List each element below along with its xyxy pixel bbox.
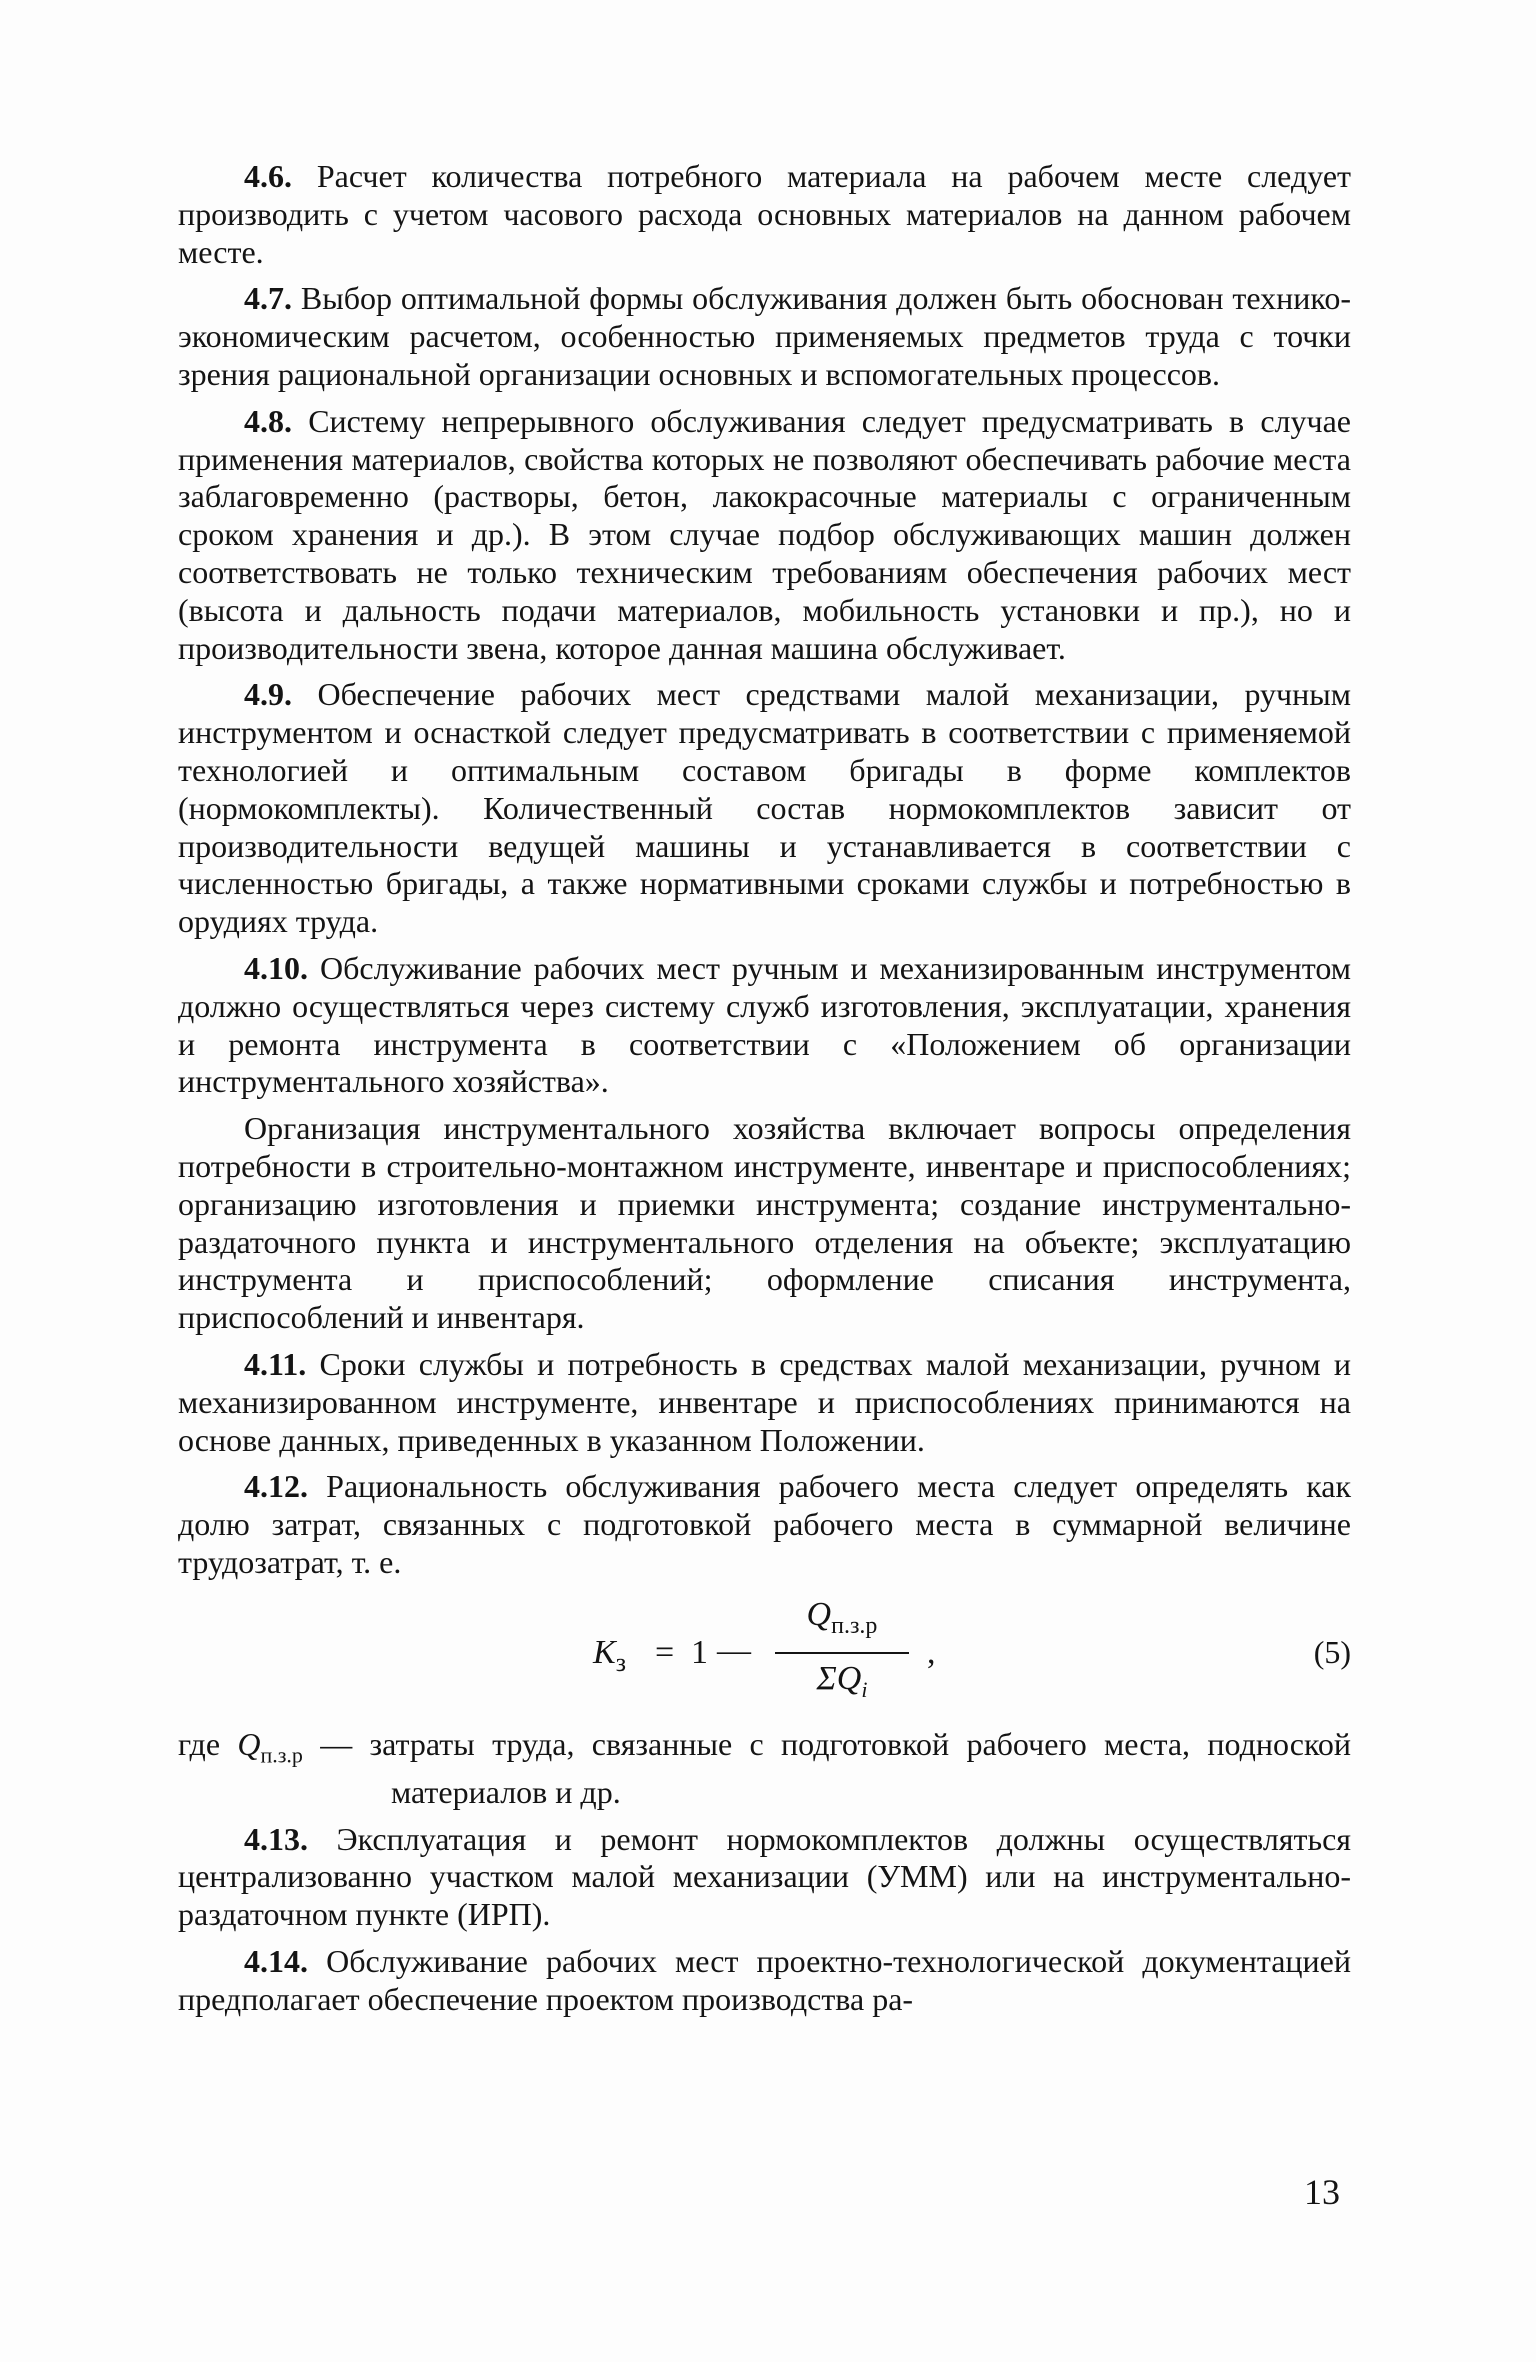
paragraph-tool-management xyxy=(178,1110,1351,1337)
clause-number: 4.6. xyxy=(244,158,292,194)
explanation-text xyxy=(178,1726,1351,1812)
clause-number: 4.13. xyxy=(244,1820,308,1857)
explanation-symbol xyxy=(237,1725,303,1768)
clause-text: Обслуживание рабочих мест ручным и механизированным инструментом должно осуществляться через систему служб изготовления, эксплуатации, хранения и ремонта инструмента в соответствии с «Положением об организации инструментального хозяйства». xyxy=(178,949,1352,1100)
formula-lhs-subscript: з xyxy=(615,1647,626,1677)
formula-lhs-symbol: K xyxy=(593,1633,616,1671)
paragraph-4-13 xyxy=(178,1821,1351,1934)
numerator-subscript: п.з.р xyxy=(831,1612,878,1639)
paragraph-4-12 xyxy=(178,1468,1351,1581)
formula-explanation xyxy=(178,1726,1351,1812)
paragraph-4-10 xyxy=(178,950,1351,1101)
fraction-bar xyxy=(775,1652,909,1654)
formula-equals: = xyxy=(655,1633,675,1671)
body-text xyxy=(178,158,1351,2028)
formula-5 xyxy=(178,1596,1351,1714)
formula-lhs xyxy=(593,1634,626,1682)
clause-text: Эксплуатация и ремонт нормокомплектов должны осуществляться централизованно участком малой механизации (УММ) или на инструментально-раздаточном пункте (ИРП). xyxy=(178,1820,1352,1933)
fraction-numerator xyxy=(767,1596,917,1646)
paragraph-4-8 xyxy=(178,403,1351,668)
clause-text: Выбор оптимальной формы обслуживания должен быть обоснован технико-экономическим расчетом, особенностью применяемых предметов труда с точки зрения рациональной организации основных и вспомогательных процессов. xyxy=(178,280,1352,392)
page-number: 13 xyxy=(1304,2172,1340,2212)
clause-number: 4.14. xyxy=(244,1943,308,1980)
clause-number: 4.9. xyxy=(244,676,292,713)
paragraph-4-14 xyxy=(178,1943,1351,2019)
clause-text: Сроки службы и потребность в средствах малой механизации, ручном и механизированном инструменте, инвентаре и приспособлениях принимаются на основе данных, приведенных в указанном Положении. xyxy=(178,1345,1352,1458)
where-label: где xyxy=(178,1725,221,1762)
formula-comma: , xyxy=(927,1633,936,1671)
clause-number: 4.7. xyxy=(244,280,292,317)
formula-minus: — xyxy=(717,1631,751,1669)
explanation-symbol-subscript: п.з.р xyxy=(260,1742,303,1768)
clause-number: 4.12. xyxy=(244,1468,308,1505)
clause-text: Расчет количества потребного материала на рабочем месте следует производить с учетом часового расхода основных материалов на данном рабочем месте. xyxy=(178,158,1352,270)
clause-number: 4.11. xyxy=(244,1345,307,1382)
clause-text: Обслуживание рабочих мест проектно-технологической документацией предполагает обеспечение проектом производства ра- xyxy=(178,1943,1352,2017)
clause-number: 4.8. xyxy=(244,402,292,439)
fraction-denominator xyxy=(767,1660,917,1709)
equation-number: (5) xyxy=(1313,1633,1351,1670)
formula-one: 1 xyxy=(691,1633,708,1671)
paragraph-4-7 xyxy=(178,280,1351,393)
denominator-subscript: i xyxy=(861,1676,868,1702)
clause-number: 4.10. xyxy=(244,949,308,986)
formula-expression xyxy=(593,1596,953,1714)
clause-text: Систему непрерывного обслуживания следует предусматривать в случае применения материалов, свойства которых не позволяют обеспечивать рабочие места заблаговременно (растворы, бетон, лакокрасочные материалы с ограниченным сроком хранения и др.). В этом случае подбор обслуживающих машин должен соответствовать не только техническим требованиям обеспечения рабочих мест (высота и дальность подачи материалов, мобильность установки и пр.), но и производительности звена, которое данная машина обслуживает. xyxy=(178,402,1352,666)
clause-text: Рациональность обслуживания рабочего места следует определять как долю затрат, связанных с подготовкой рабочего места в суммарной величине трудозатрат, т. е. xyxy=(178,1468,1352,1580)
formula-fraction xyxy=(767,1596,917,1714)
clause-text: Организация инструментального хозяйства включает вопросы определения потребности в строительно-монтажном инструменте, инвентаре и приспособлениях; организацию изготовления и приемки инструмента; создание инструментально-раздаточного пункта и инструментального отделения на объекте; эксплуатацию инструмента и приспособлений; оформление списания инструмента, приспособлений и инвентаря. xyxy=(178,1110,1351,1336)
paragraph-4-6 xyxy=(178,158,1351,271)
paragraph-4-9 xyxy=(178,676,1351,941)
denominator-symbol: ΣQ xyxy=(816,1659,862,1697)
explanation-body: — затраты труда, связанные с подготовкой рабочего места, подноской материалов и др. xyxy=(320,1725,1352,1810)
clause-text: Обеспечение рабочих мест средствами малой механизации, ручным инструментом и оснасткой следует предусматривать в соответствии с применяемой технологией и оптимальным составом бригады в форме комплектов (нормокомплекты). Количественный состав нормокомплектов зависит от производительности ведущей машины и устанавливается в соответствии с численностью бригады, а также нормативными сроками службы и потребностью в орудиях труда. xyxy=(178,676,1352,940)
numerator-symbol: Q xyxy=(806,1595,832,1633)
explanation-symbol-letter: Q xyxy=(237,1725,261,1762)
paragraph-4-11 xyxy=(178,1346,1351,1459)
